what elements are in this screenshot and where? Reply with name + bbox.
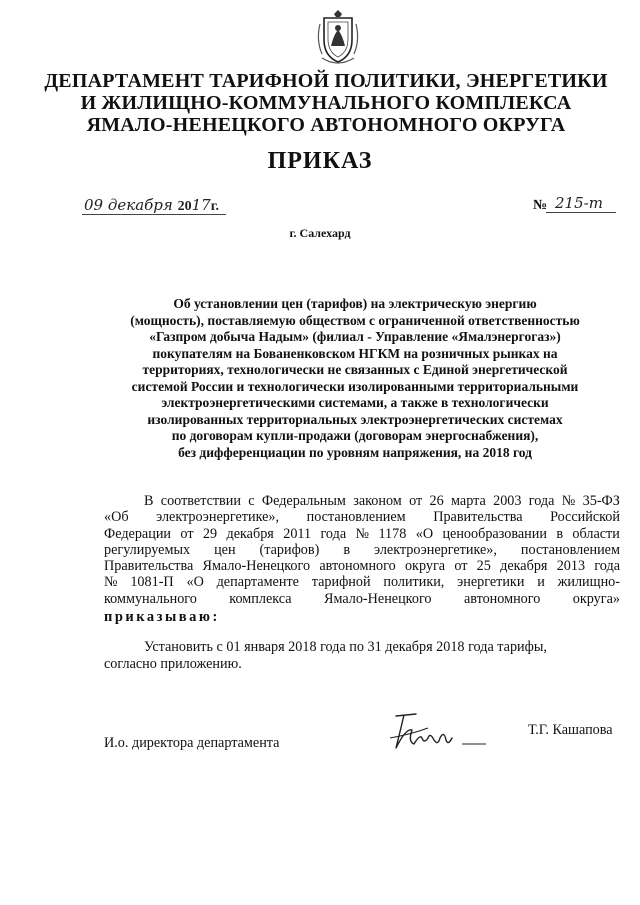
body-word: электроэнергетике», [156, 509, 280, 526]
body-word: Федеральным [261, 493, 346, 509]
body-word: Правительства [104, 558, 194, 575]
document-type-title: ПРИКАЗ [267, 148, 373, 174]
date-suffix: г. [210, 199, 219, 214]
body-word: цен [214, 541, 236, 558]
body-word: автономного [319, 558, 396, 575]
body-word: декабря [226, 525, 274, 542]
body-word: Ямало-Ненецкого [202, 558, 311, 575]
body-word: тарифной [311, 574, 371, 591]
subject-line: изолированных территориальных электроэнергетических системах [147, 411, 563, 427]
body-line [104, 493, 620, 509]
body-word: Ямало-Ненецкого [323, 590, 432, 607]
resolution-line: Установить с 01 января 2018 года по 31 декабря 2018 года тарифы, [144, 639, 547, 655]
subject-line: электроэнергетическими системами, а также в технологически [161, 395, 549, 410]
body-word: «О [186, 574, 204, 591]
subject-line: «Газпром добыча Надым» (филиал - Управление «Ямалэнергогаз») [149, 329, 561, 344]
body-word: декабря [500, 558, 548, 575]
subject-line: покупателям на Бованенковском НГКМ на розничных рынках на [152, 345, 558, 361]
body-word: 26 [429, 493, 444, 509]
body-word: электроэнергетике», [374, 541, 497, 558]
body-word: № [355, 525, 370, 542]
date-day-month-handwritten: 09 декабря [84, 196, 173, 214]
body-word: В [144, 493, 154, 509]
body-word: Федерации [104, 525, 172, 542]
body-word: постановлением [306, 509, 406, 526]
body-line [104, 542, 620, 558]
coat-of-arms-emblem [314, 10, 362, 68]
body-word: 2003 [493, 493, 522, 509]
date-year-prefix: 20 [177, 199, 192, 214]
body-word: марта [451, 493, 486, 509]
body-word: округа [404, 558, 446, 575]
department-title [40, 70, 612, 136]
body-word: 35-ФЗ [582, 493, 620, 509]
order-word: приказываю: [104, 609, 220, 625]
body-word: ценообразовании [442, 525, 547, 542]
body-line [104, 591, 620, 607]
order-number-handwritten: 215-т [555, 194, 603, 212]
body-word: округа» [572, 590, 620, 607]
body-word: 2011 [283, 525, 312, 542]
body-word: 2013 [556, 558, 586, 575]
body-word: 1081-П [130, 574, 174, 591]
body-word: «Об [104, 509, 129, 526]
body-word: от [180, 525, 194, 542]
body-word: постановлением [520, 541, 620, 558]
body-word: с [248, 493, 255, 509]
department-title-line: ЯМАЛО-НЕНЕЦКОГО АВТОНОМНОГО ОКРУГА [86, 114, 566, 136]
resolution-line: согласно приложению. [104, 655, 242, 672]
body-word: автономного [463, 590, 541, 607]
body-word: в [343, 541, 351, 558]
signatory-name: Т.Г. Кашапова [528, 722, 613, 738]
body-word: (тарифов) [259, 541, 320, 558]
body-word: политики, [383, 574, 445, 591]
subject-line: (мощность), поставляемую обществом с ограниченной ответственностью [130, 312, 580, 328]
order-subject [118, 296, 592, 461]
body-word: № [104, 574, 118, 591]
body-word: года [320, 525, 347, 542]
body-line [104, 574, 620, 590]
body-word: соответствии [160, 493, 241, 509]
body-word: 1178 [378, 525, 407, 542]
body-line [104, 558, 620, 574]
subject-line: без дифференциации по уровням напряжения, на 2018 год [178, 444, 532, 460]
body-word: области [572, 525, 620, 542]
department-title-line: ДЕПАРТАМЕНТ ТАРИФНОЙ ПОЛИТИКИ, ЭНЕРГЕТИКИ [44, 70, 608, 92]
body-word: Правительства [433, 509, 523, 526]
body-word: от [454, 558, 468, 575]
body-word: и [537, 574, 545, 591]
body-word: от [409, 493, 423, 509]
body-word: в [556, 525, 564, 542]
body-line [104, 509, 620, 525]
body-word: Российской [550, 509, 620, 526]
body-paragraph [104, 493, 620, 607]
number-underline [546, 212, 616, 213]
body-word: года [594, 558, 620, 575]
subject-line: Об установлении цен (тарифов) на электрическую энергию [173, 296, 537, 311]
body-word: 29 [202, 525, 218, 542]
department-title-line: И ЖИЛИЩНО-КОММУНАЛЬНОГО КОМПЛЕКСА [80, 92, 572, 114]
body-word: № [561, 493, 576, 509]
body-word: законом [353, 493, 402, 509]
subject-line: территориях, технологически не связанных с Единой энергетической [142, 362, 568, 377]
body-word: 25 [476, 558, 491, 575]
body-word: комплекса [229, 590, 292, 607]
body-word: года [528, 493, 555, 509]
subject-line: по договорам купли-продажи (договорам энергоснабжения), [171, 428, 539, 443]
resolution-paragraph [104, 639, 620, 672]
body-word: жилищно- [557, 574, 620, 591]
date-underline [82, 214, 226, 215]
order-date [84, 196, 219, 215]
order-number-label: № [533, 198, 548, 213]
handwritten-signature [382, 708, 490, 754]
city-name: г. Салехард [289, 226, 351, 240]
signatory-role: И.о. директора департамента [104, 735, 280, 751]
body-word: департаменте [216, 574, 299, 591]
body-word: энергетики [457, 574, 525, 591]
body-line [104, 526, 620, 542]
body-word: коммунального [104, 590, 197, 607]
body-word: «О [415, 525, 434, 542]
body-word: регулируемых [104, 541, 191, 558]
date-year-handwritten: 17 [191, 196, 211, 214]
subject-line: системой России и технологически изолированными территориальными [131, 378, 579, 394]
